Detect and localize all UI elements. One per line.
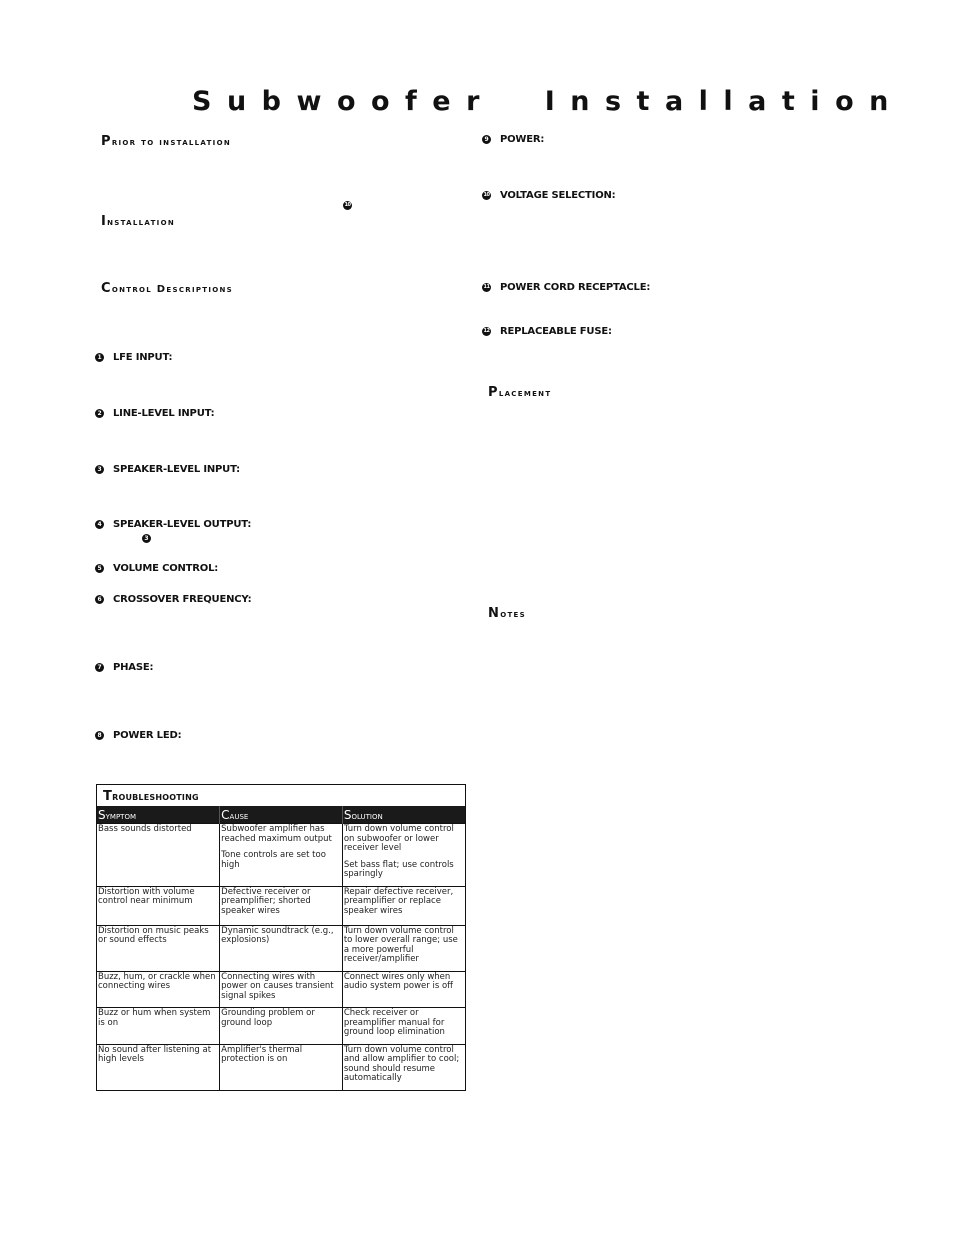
column-header-solution: Solution [342, 806, 465, 824]
rear-item-power-cord-receptacle [482, 282, 650, 293]
solution-cell: Turn down volume control to lower overall range; use a more powerful receiver/amplifier [342, 925, 465, 971]
control-label: VOLUME CONTROL: [113, 563, 219, 574]
cause-cell: Subwoofer amplifier has reached maximum output Tone controls are set too high [220, 824, 343, 887]
control-label: SPEAKER-LEVEL INPUT: [113, 464, 240, 475]
callout-number: 3 [95, 465, 104, 474]
rear-label: REPLACEABLE FUSE: [500, 326, 612, 337]
rear-label: POWER CORD RECEPTACLE: [500, 282, 651, 293]
control-item-lfe-input [95, 352, 172, 363]
control-label: LFE INPUT: [113, 352, 173, 363]
table-row [97, 971, 465, 1008]
cause-cell: Amplifier's thermal protection is on [220, 1044, 343, 1090]
solution-cell: Turn down volume control and allow amplifier to cool; sound should resume automatically [342, 1044, 465, 1090]
control-item-phase [95, 662, 153, 673]
solution-cell: Check receiver or preamplifier manual for ground loop elimination [342, 1008, 465, 1045]
symptom-cell: Buzz, hum, or crackle when connecting wires [97, 971, 220, 1008]
symptom-cell: Distortion with volume control near minimum [97, 886, 220, 925]
callout-number: 2 [95, 409, 104, 418]
control-label: LINE-LEVEL INPUT: [113, 408, 215, 419]
control-item-speaker-level-input [95, 464, 240, 475]
callout-number: 4 [95, 520, 104, 529]
callout-number: 12 [483, 328, 490, 334]
solution-cell: Repair defective receiver, preamplifier or replace speaker wires [342, 886, 465, 925]
callout-number: 8 [95, 731, 104, 740]
callout-number-10: 10 [344, 202, 351, 208]
rear-label: VOLTAGE SELECTION: [500, 190, 616, 201]
solution-cell: Connect wires only when audio system power is off [342, 971, 465, 1008]
rear-item-power [482, 134, 544, 145]
symptom-cell: Distortion on music peaks or sound effects [97, 925, 220, 971]
callout-number: 6 [95, 595, 104, 604]
control-label: PHASE: [113, 662, 154, 673]
control-item-power-led [95, 730, 181, 741]
cause-cell: Defective receiver or preamplifier; shorted speaker wires [220, 886, 343, 925]
troubleshooting-title: Troubleshooting [103, 789, 199, 804]
table-row [97, 1008, 465, 1045]
callout-number: 1 [95, 353, 104, 362]
callout-number: 9 [482, 135, 491, 144]
table-row [97, 886, 465, 925]
callout-number: 7 [95, 663, 104, 672]
table-row [97, 925, 465, 971]
control-label: CROSSOVER FREQUENCY: [113, 594, 252, 605]
column-header-cause: Cause [220, 806, 343, 824]
table-row [97, 824, 465, 887]
control-item-speaker-level-output [95, 519, 251, 530]
troubleshooting-table [96, 784, 466, 1091]
rear-item-replaceable-fuse [482, 326, 612, 337]
cause-cell: Connecting wires with power on causes transient signal spikes [220, 971, 343, 1008]
control-label: SPEAKER-LEVEL OUTPUT: [113, 519, 252, 530]
rear-item-voltage-selection [482, 190, 615, 201]
cause-cell: Dynamic soundtrack (e.g., explosions) [220, 925, 343, 971]
heading-control-descriptions: Control Descriptions [101, 281, 234, 296]
troubleshooting-grid [97, 806, 465, 1090]
cause-cell: Grounding problem or ground loop [220, 1008, 343, 1045]
callout-number: 11 [483, 284, 490, 290]
solution-cell: Turn down volume control on subwoofer or lower receiver level Set bass flat; use controls sparingly [342, 824, 465, 887]
heading-placement: Placement [488, 385, 552, 400]
page-title: Subwoofer Installation [192, 86, 904, 117]
callout-number-3: 3 [142, 534, 151, 543]
column-header-symptom: Symptom [97, 806, 220, 824]
heading-prior-to-installation: Prior to installation [101, 134, 231, 149]
control-label: POWER LED: [113, 730, 182, 741]
table-header-row [97, 806, 465, 824]
symptom-cell: Buzz or hum when system is on [97, 1008, 220, 1045]
heading-notes: Notes [488, 606, 526, 621]
symptom-cell: No sound after listening at high levels [97, 1044, 220, 1090]
callout-number: 5 [95, 564, 104, 573]
heading-installation: Installation [101, 214, 175, 229]
control-item-volume-control [95, 563, 218, 574]
control-item-line-level-input [95, 408, 214, 419]
control-item-crossover-frequency [95, 594, 251, 605]
callout-number: 10 [483, 192, 490, 198]
rear-label: POWER: [500, 134, 545, 145]
symptom-cell: Bass sounds distorted [97, 824, 220, 887]
table-row [97, 1044, 465, 1090]
